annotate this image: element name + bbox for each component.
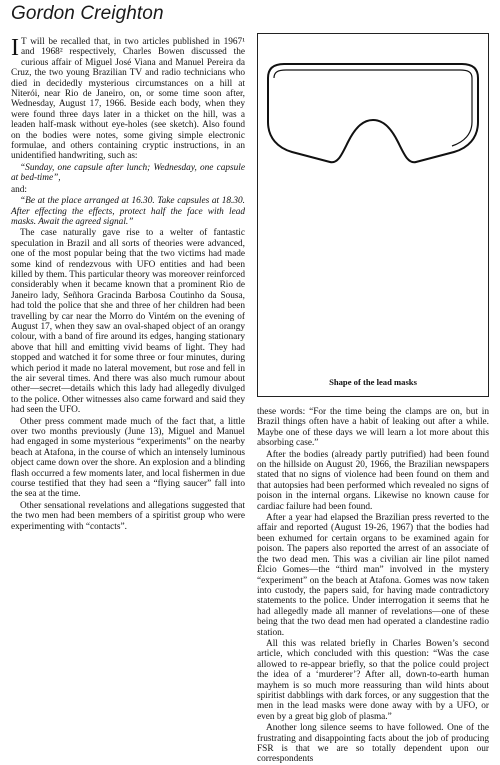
mask-figure <box>257 33 489 397</box>
drop-cap: I <box>11 35 19 61</box>
paragraph: Other press comment made much of the fact that, a little over two months previously (June 13), Miguel and Manuel had engaged in some mysterious “experiments” on the nearby beach at Atafona, in the course of which an intensely luminous object came down over the shore. An explosion and a blinding flash occurred a few moments later, and local fishermen in due course testified that they had seen a “flying saucer” fall into the sea at the time. <box>11 416 245 500</box>
article-byline: Gordon Creighton <box>11 3 164 24</box>
quote-paragraph: “Be at the place arranged at 16.30. Take capsules at 18.30. After effecting the effects, protect half the face with lead masks. Await the agreed signal.” <box>11 196 245 227</box>
lead-mask-sketch <box>258 34 488 396</box>
paragraph: Another long silence seems to have followed. One of the frustrating and disappointing facts about the job of producing FSR is that we are so totally dependent upon our correspondents <box>257 723 489 765</box>
paragraph: All this was related briefly in Charles Bowen’s second article, which concluded with this question: “Was the case allowed to re-appear briefly, so that the police could project the idea of a ‘murderer’? After all, down-to-earth human mayhem is so much more reassuring than wild hints about spiritist dabblings with dark forces, or any suggestion that the men in the lead masks were done away with by a UFO, or even by a great big glob of plasma.” <box>257 638 489 722</box>
paragraph <box>11 37 245 162</box>
mask-outline <box>268 64 478 162</box>
paragraph-text: T will be recalled that, in two articles published in 1967¹ and 1968² respectively, Charles Bowen discussed the curious affair of Miguel José Viana and Manuel Pereira da Cruz, the two young Brazilian TV and radio technicians who died in decidedly mysterious circumstances on a hill at Niterói, near Rio de Janeiro, on, or some time soon after, Wednesday, August 17, 1966. Beside each body, when they were found three days later in a thicket on the hill, was a leaden half-mask without eye-holes (see sketch). Also found on the bodies were notes, some giving simple electronic formulae, and others containing cryptic instructions, in an unidentified handwriting, such as: <box>11 37 245 162</box>
quote-paragraph: “Sunday, one capsule after lunch; Wednesday, one capsule at bed-time”, <box>11 162 245 184</box>
left-text-column <box>11 35 245 532</box>
right-text-column <box>257 407 489 765</box>
paragraph: Other sensational revelations and allegations suggested that the two men had been members of a spiritist group who were experimenting with “contacts”. <box>11 500 245 532</box>
paragraph: and: <box>11 184 28 195</box>
paragraph: The case naturally gave rise to a welter of fantastic speculation in Brazil and all sorts of theories were advanced, one of the most popular being that the two victims had made some kind of rendezvous with UFO entities and had been killed by them. This particular theory was moreover reinforced considerably when it became known that a prominent Rio de Janeiro lady, Señhora Gracinda Barbosa Coutinho da Sousa, had told the police that she and three of her children had been travelling by car near the Morro do Vintém on the evening of August 17, when they saw an oval-shaped object of an orangy colour, with a band of fire around its edges, hanging stationary above that hill and emitting vivid beams of light. They had stopped and watched it for some three or four minutes, during which period it made no lateral movement, but rose and fell in the air several times. And there was also much rumour about other—secret—details which this lady had allegedly divulged to the police. Other witnesses also came forward and said they had seen the UFO. <box>11 228 245 416</box>
paragraph: After a year had elapsed the Brazilian press reverted to the affair and reported (August 19-26, 1967) that the bodies had been exhumed for certain organs to be examined again for poison. The papers also reported the arrest of an associate of the two dead men. This was a civilian air line pilot named Élcio Gomes—the “third man” involved in the mystery “experiment” on the beach at Atafona. Gomes was now taken into custody, the papers said, for having made contradictory statements to the police. Under interrogation it seems that he had allegedly made all manner of revelations—one of these being that the two dead men had operated a clandestine radio station. <box>257 513 489 638</box>
paragraph: After the bodies (already partly putrified) had been found on the hillside on August 20, 1966, the Brazilian newspapers stated that no signs of violence had been found on them and that autopsies had been performed which revealed no signs of poison in the internal organs. Likewise no known cause for cardiac failure had been found. <box>257 449 489 512</box>
figure-caption: Shape of the lead masks <box>329 377 417 387</box>
mask-inner-edge <box>274 70 472 146</box>
paragraph: these words: “For the time being the clamps are on, but in Brazil things often have a habit of leaking out after a while. Maybe one of these days we will learn a lot more about this absorbing case.” <box>257 407 489 449</box>
